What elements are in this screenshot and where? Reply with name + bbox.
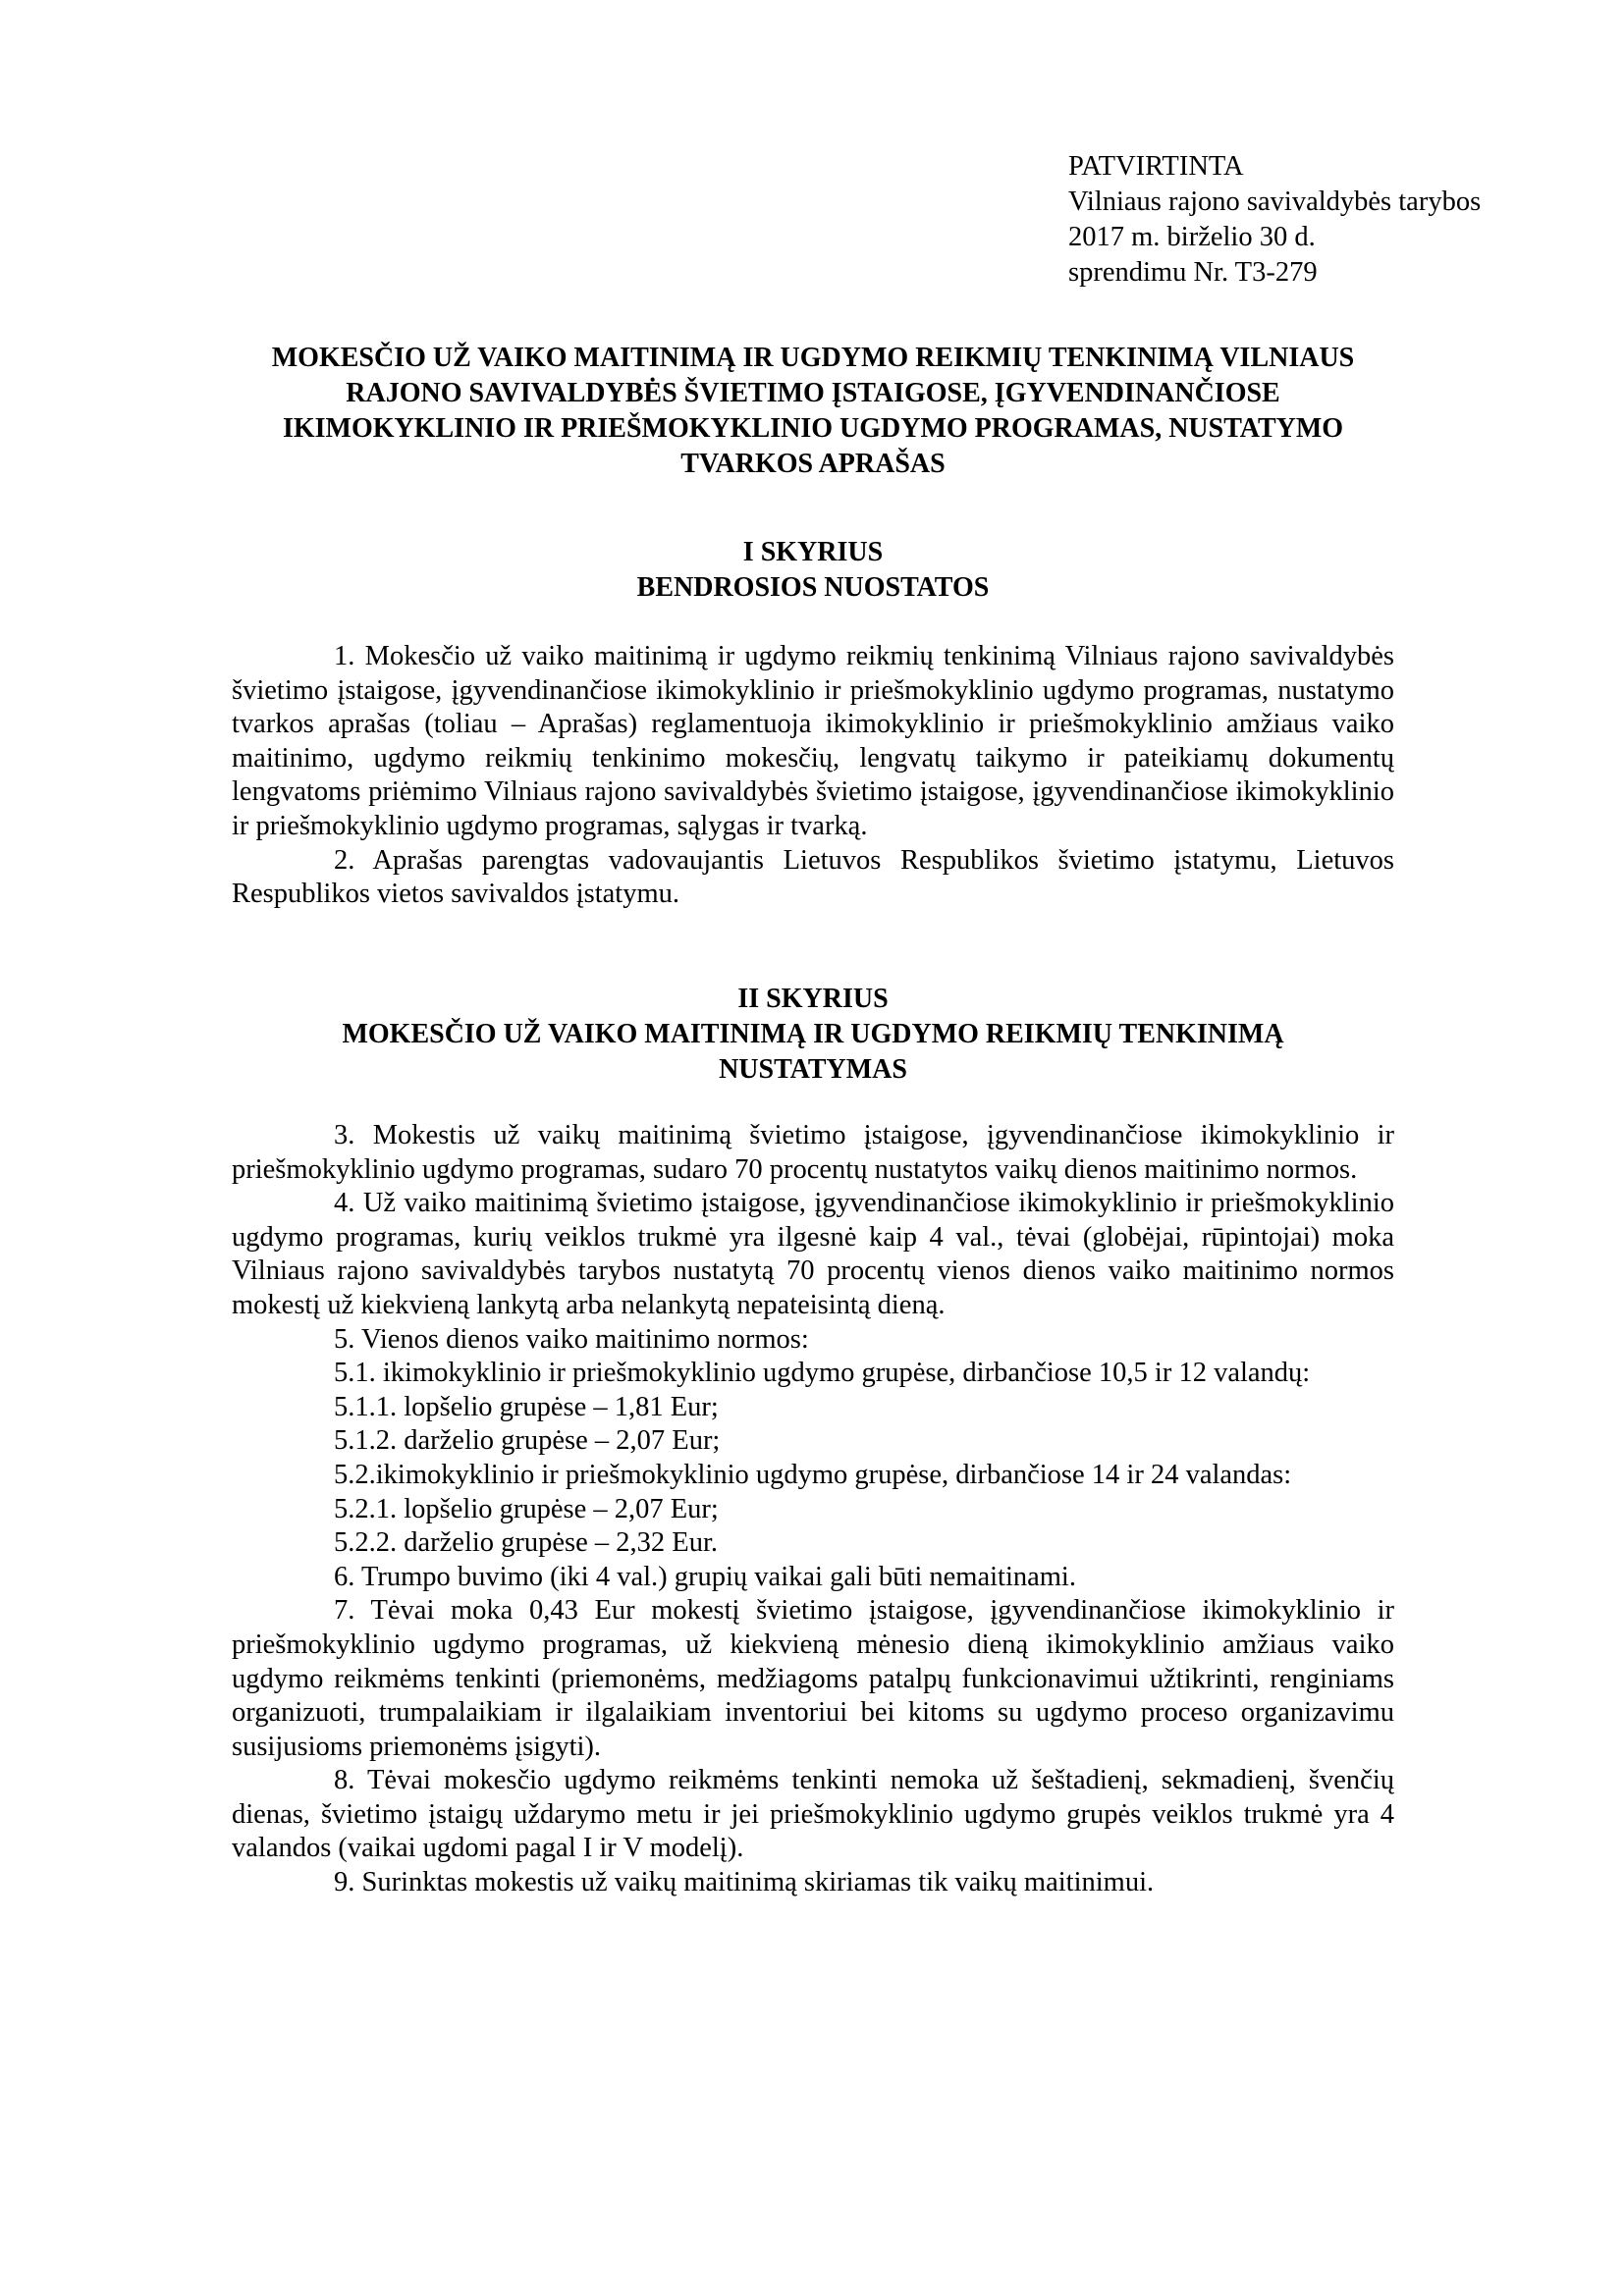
title-line: MOKESČIO UŽ VAIKO MAITINIMĄ IR UGDYMO REIKMIŲ TENKINIMĄ VILNIAUS xyxy=(271,343,1355,373)
paragraph-5-2-2: 5.2.2. darželio grupėse – 2,32 Eur. xyxy=(334,1527,718,1559)
chapter-number: I SKYRIUS xyxy=(742,537,884,567)
chapter-name: MOKESČIO UŽ VAIKO MAITINIMĄ IR UGDYMO REIKMIŲ TENKINIMĄ xyxy=(342,1019,1284,1049)
paragraph-5-2-1: 5.2.1. lopšelio grupėse – 2,07 Eur; xyxy=(334,1493,719,1524)
chapter-number: II SKYRIUS xyxy=(737,984,889,1014)
approval-block xyxy=(1068,149,1481,291)
title-line: IKIMOKYKLINIO IR PRIEŠMOKYKLINIO UGDYMO PROGRAMAS, NUSTATYMO xyxy=(282,413,1344,444)
paragraph-5-1: 5.1. ikimokyklinio ir priešmokyklinio ugdymo grupėse, dirbančiose 10,5 ir 12 valandų: xyxy=(334,1358,1311,1389)
chapter-1-heading xyxy=(232,535,1394,606)
paragraph-8: 8. Tėvai mokesčio ugdymo reikmėms tenkinti nemoka už šeštadienį, sekmadienį, švenčių dienas, švietimo įstaigų uždarymo metu ir jei priešmokyklinio ugdymo grupės veiklos trukmė yra 4 valandos (vaikai ugdomi pagal I ir V modelį). xyxy=(232,1765,1394,1864)
paragraph-9: 9. Surinktas mokestis už vaikų maitinimą skiriamas tik vaikų maitinimui. xyxy=(334,1867,1155,1898)
paragraph-5: 5. Vienos dienos vaiko maitinimo normos: xyxy=(334,1323,809,1355)
approval-authority: Vilniaus rajono savivaldybės tarybos xyxy=(1068,187,1482,217)
chapter-name: BENDROSIOS NUOSTATOS xyxy=(636,572,990,603)
approval-status: PATVIRTINTA xyxy=(1068,151,1244,182)
chapter-2-heading xyxy=(232,982,1394,1088)
title-line: RAJONO SAVIVALDYBĖS ŠVIETIMO ĮSTAIGOSE, ĮGYVENDINANČIOSE xyxy=(346,378,1280,408)
paragraph-2: 2. Aprašas parengtas vadovaujantis Lietuvos Respublikos švietimo įstatymu, Lietuvos Respublikos vietos savivaldos įstatymu. xyxy=(232,844,1394,910)
document-title xyxy=(232,341,1394,482)
chapter-name: NUSTATYMAS xyxy=(719,1054,907,1085)
paragraph-1: 1. Mokesčio už vaiko maitinimą ir ugdymo reikmių tenkinimą Vilniaus rajono savivaldybės švietimo įstaigose, įgyvendinančiose ikimokyklinio ir priešmokyklinio ugdymo programas, nustatymo tvarkos aprašas (toliau – Aprašas) reglamentuoja ikimokyklinio ir priešmokyklinio amžiaus vaiko maitinimo, ugdymo reikmių tenkinimo mokesčių, lengvatų taikymo ir pateikiamų dokumentų lengvatoms priėmimo Vilniaus rajono savivaldybės švietimo įstaigose, įgyvendinančiose ikimokyklinio ir priešmokyklinio ugdymo programas, sąlygas ir tvarką. xyxy=(232,641,1394,841)
chapter-2-body xyxy=(232,1119,1394,1900)
approval-decision-number: sprendimu Nr. T3-279 xyxy=(1068,257,1318,288)
title-line: TVARKOS APRAŠAS xyxy=(680,449,946,479)
paragraph-5-1-2: 5.1.2. darželio grupėse – 2,07 Eur; xyxy=(334,1425,721,1457)
paragraph-5-1-1: 5.1.1. lopšelio grupėse – 1,81 Eur; xyxy=(334,1391,719,1422)
paragraph-4: 4. Už vaiko maitinimą švietimo įstaigose, įgyvendinančiose ikimokyklinio ir priešmokyklinio ugdymo programas, kurių veiklos trukmė yra ilgesnė kaip 4 val., tėvai (globėjai, rūpintojai) moka Vilniaus rajono savivaldybės tarybos nustatytą 70 procentų vienos dienos vaiko maitinimo normos mokestį už kiekvieną lankytą arba nelankytą nepateisintą dieną. xyxy=(232,1188,1394,1320)
paragraph-6: 6. Trumpo buvimo (iki 4 val.) grupių vaikai gali būti nemaitinami. xyxy=(334,1561,1076,1592)
approval-date: 2017 m. birželio 30 d. xyxy=(1068,222,1316,252)
paragraph-5-2: 5.2.ikimokyklinio ir priešmokyklinio ugdymo grupėse, dirbančiose 14 ir 24 valandas: xyxy=(334,1459,1292,1490)
chapter-1-body xyxy=(232,640,1394,912)
paragraph-7: 7. Tėvai moka 0,43 Eur mokestį švietimo įstaigose, įgyvendinančiose ikimokyklinio ir priešmokyklinio ugdymo programas, už kiekvieną mėnesio dieną ikimokyklinio amžiaus vaiko ugdymo reikmėms tenkinti (priemonėms, medžiagoms patalpų funkcionavimui užtikrinti, renginiams organizuoti, trumpalaikiam ir ilgalaikiam inventoriui bei kitoms su ugdymo proceso organizavimu susijusioms priemonėms įsigyti). xyxy=(232,1595,1394,1762)
paragraph-3: 3. Mokestis už vaikų maitinimą švietimo įstaigose, įgyvendinančiose ikimokyklinio ir priešmokyklinio ugdymo programas, sudaro 70 procentų nustatytos vaikų dienos maitinimo normos. xyxy=(232,1120,1394,1185)
